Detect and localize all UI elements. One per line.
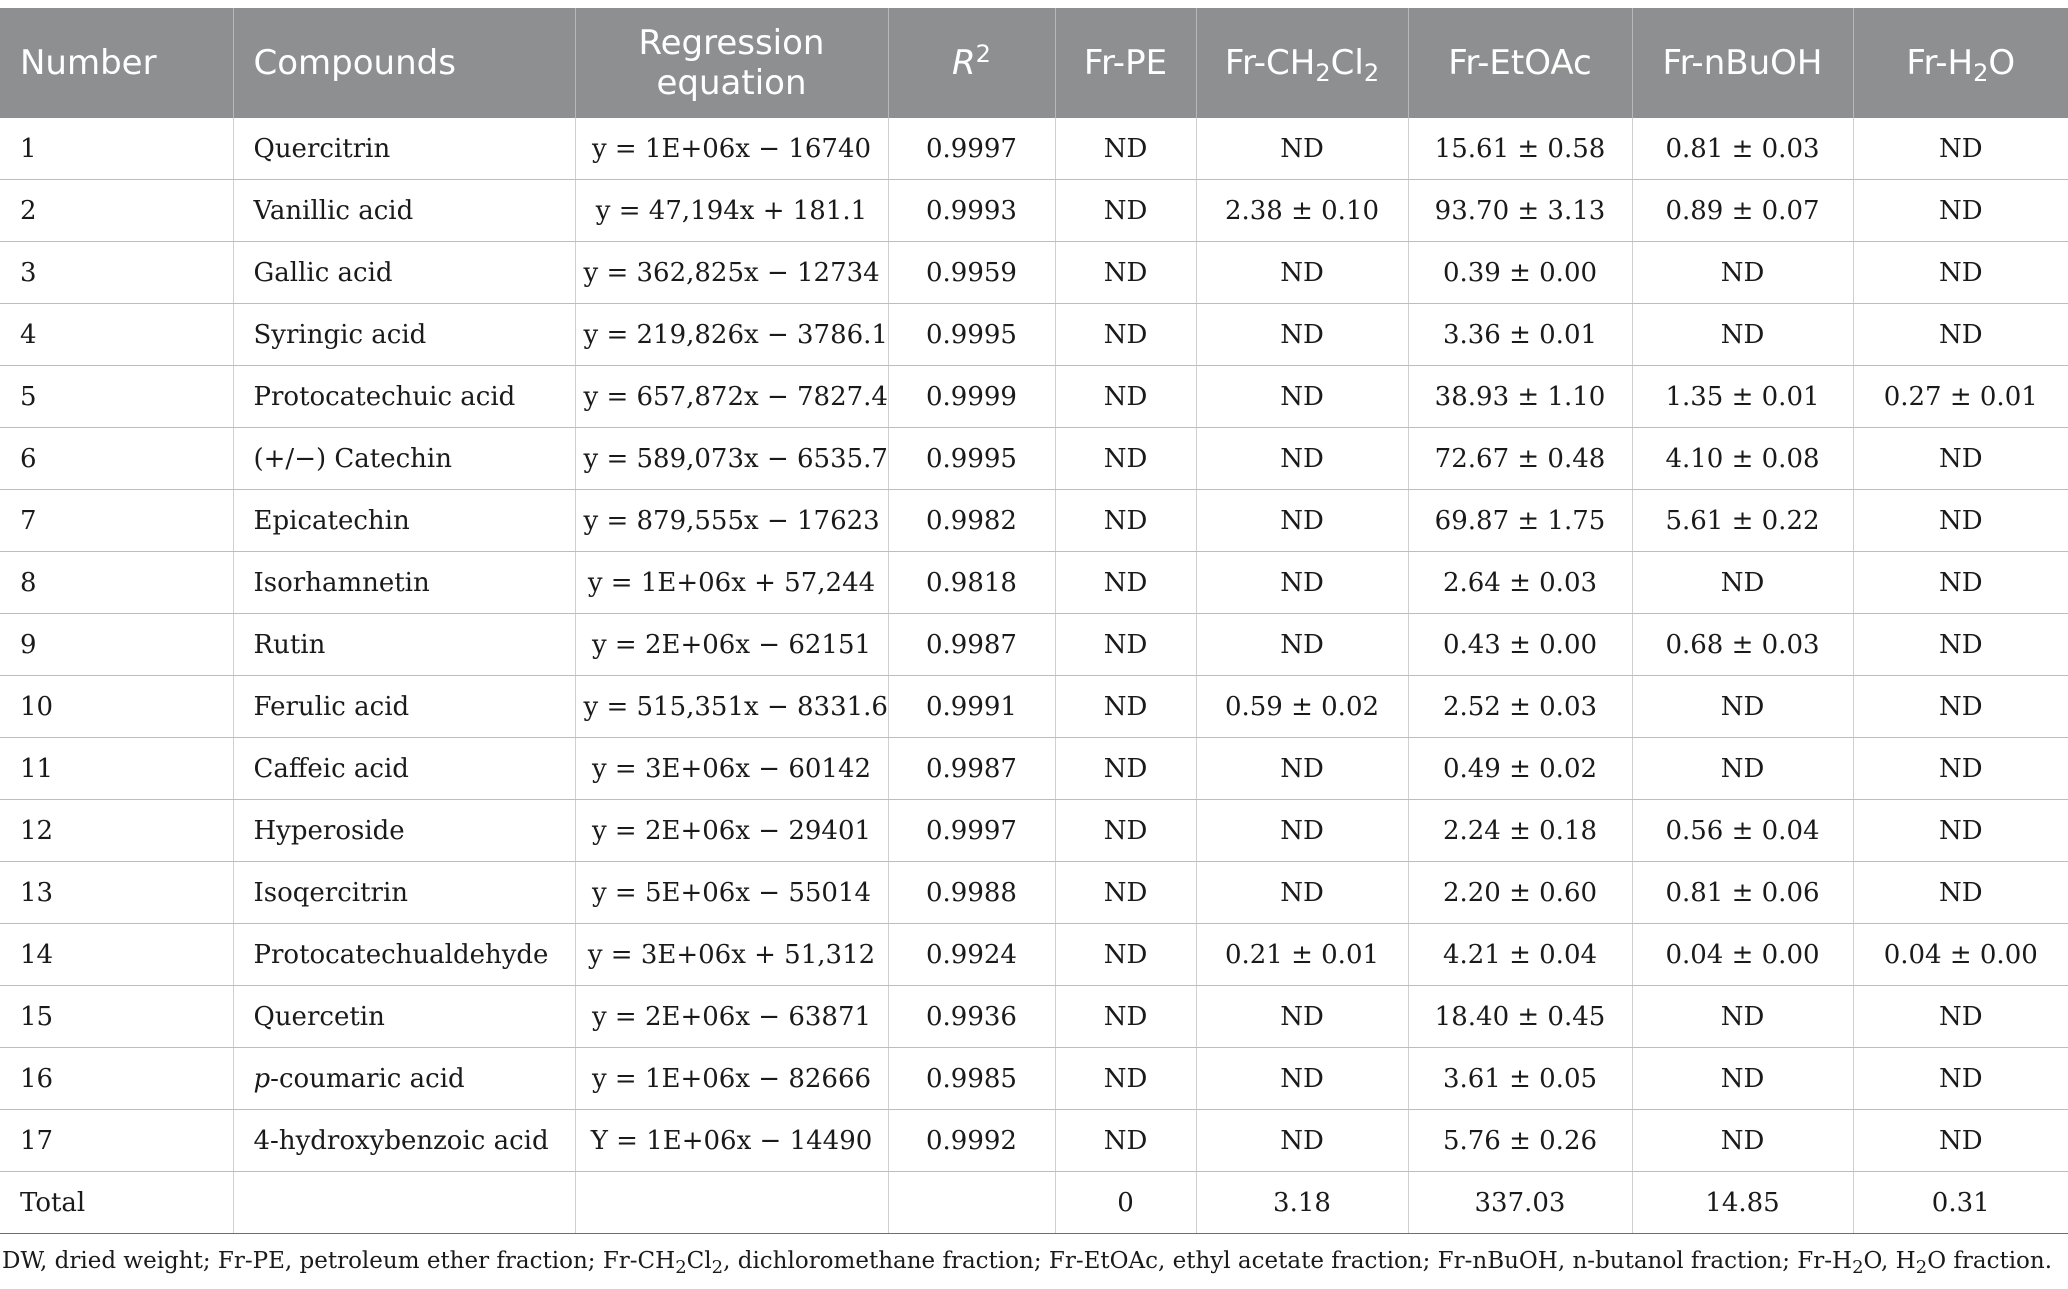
cell-r-squared: 0.9997: [888, 800, 1055, 862]
cell-fr-h2o: 0.04 ± 0.00: [1853, 924, 2068, 986]
cell-fr-nbuoh: 0.68 ± 0.03: [1632, 614, 1853, 676]
cell-r-squared: 0.9993: [888, 180, 1055, 242]
cell-fr-h2o: ND: [1853, 242, 2068, 304]
table-row: [0, 614, 2068, 676]
cell-fr-h2o: ND: [1853, 800, 2068, 862]
cell-compound: Quercetin: [233, 986, 575, 1048]
table-total-row: [0, 1172, 2068, 1234]
cell-number: 8: [0, 552, 233, 614]
cell-number: 15: [0, 986, 233, 1048]
cell-r-squared: 0.9995: [888, 428, 1055, 490]
table-footnote: DW, dried weight; Fr-PE, petroleum ether fraction; $Fr-CH_2Cl_2$, dichloromethane fraction; Fr-EtOAc, ethyl acetate fraction; Fr-nBuOH, n-butanol fraction; $Fr-H_2O$, $H_2O$ fraction.: [2, 1248, 2053, 1278]
table-row: [0, 1110, 2068, 1172]
cell-fr-etoac: 3.36 ± 0.01: [1408, 304, 1632, 366]
header-regression-equation: Regression equation: [575, 8, 888, 118]
table-row: [0, 800, 2068, 862]
cell-fr-nbuoh: 0.81 ± 0.03: [1632, 118, 1853, 180]
cell-fr-nbuoh: ND: [1632, 1048, 1853, 1110]
header-compounds: Compounds: [233, 8, 575, 118]
cell-fr-pe: ND: [1055, 676, 1196, 738]
cell-fr-pe: ND: [1055, 800, 1196, 862]
cell-r-squared: 0.9959: [888, 242, 1055, 304]
cell-fr-ch2cl2: ND: [1196, 304, 1408, 366]
cell-regression-equation: [575, 1172, 888, 1234]
header-fr-h2o: $Fr-H_2O$: [1853, 8, 2068, 118]
cell-r-squared: [888, 1172, 1055, 1234]
cell-r-squared: 0.9987: [888, 738, 1055, 800]
cell-regression-equation: y = 219,826x − 3786.1: [575, 304, 888, 366]
cell-fr-h2o: 0.31: [1853, 1172, 2068, 1234]
cell-fr-etoac: 3.61 ± 0.05: [1408, 1048, 1632, 1110]
cell-fr-etoac: 0.39 ± 0.00: [1408, 242, 1632, 304]
cell-compound: [233, 1172, 575, 1234]
header-r-squared: $R^2$: [888, 8, 1055, 118]
cell-regression-equation: y = 1E+06x − 82666: [575, 1048, 888, 1110]
cell-fr-h2o: ND: [1853, 552, 2068, 614]
cell-fr-nbuoh: ND: [1632, 738, 1853, 800]
cell-fr-nbuoh: ND: [1632, 304, 1853, 366]
cell-compound: Gallic acid: [233, 242, 575, 304]
cell-fr-h2o: 0.27 ± 0.01: [1853, 366, 2068, 428]
cell-fr-etoac: 15.61 ± 0.58: [1408, 118, 1632, 180]
cell-fr-pe: ND: [1055, 428, 1196, 490]
cell-fr-h2o: ND: [1853, 118, 2068, 180]
cell-fr-pe: ND: [1055, 738, 1196, 800]
cell-number: Total: [0, 1172, 233, 1234]
cell-r-squared: 0.9999: [888, 366, 1055, 428]
cell-number: 14: [0, 924, 233, 986]
cell-fr-pe: ND: [1055, 242, 1196, 304]
cell-fr-nbuoh: 0.04 ± 0.00: [1632, 924, 1853, 986]
cell-number: 16: [0, 1048, 233, 1110]
cell-fr-etoac: 2.20 ± 0.60: [1408, 862, 1632, 924]
cell-fr-nbuoh: ND: [1632, 552, 1853, 614]
cell-fr-etoac: 69.87 ± 1.75: [1408, 490, 1632, 552]
cell-fr-ch2cl2: ND: [1196, 118, 1408, 180]
cell-fr-pe: ND: [1055, 118, 1196, 180]
cell-regression-equation: y = 515,351x − 8331.6: [575, 676, 888, 738]
cell-fr-nbuoh: ND: [1632, 1110, 1853, 1172]
table-row: [0, 118, 2068, 180]
cell-fr-ch2cl2: 3.18: [1196, 1172, 1408, 1234]
cell-number: 2: [0, 180, 233, 242]
table-row: [0, 428, 2068, 490]
cell-fr-etoac: 0.49 ± 0.02: [1408, 738, 1632, 800]
cell-compound: Caffeic acid: [233, 738, 575, 800]
cell-compound: (+/−) Catechin: [233, 428, 575, 490]
cell-fr-h2o: ND: [1853, 738, 2068, 800]
header-fr-nbuoh: Fr-nBuOH: [1632, 8, 1853, 118]
cell-number: 12: [0, 800, 233, 862]
cell-compound: Hyperoside: [233, 800, 575, 862]
cell-r-squared: 0.9992: [888, 1110, 1055, 1172]
cell-fr-nbuoh: ND: [1632, 242, 1853, 304]
header-fr-pe: Fr-PE: [1055, 8, 1196, 118]
table-row: [0, 1048, 2068, 1110]
table-row: [0, 304, 2068, 366]
cell-fr-h2o: ND: [1853, 676, 2068, 738]
cell-fr-ch2cl2: ND: [1196, 490, 1408, 552]
cell-fr-pe: 0: [1055, 1172, 1196, 1234]
cell-compound: Vanillic acid: [233, 180, 575, 242]
cell-fr-ch2cl2: ND: [1196, 738, 1408, 800]
cell-number: 3: [0, 242, 233, 304]
cell-number: 11: [0, 738, 233, 800]
cell-fr-etoac: 337.03: [1408, 1172, 1632, 1234]
cell-regression-equation: Y = 1E+06x − 14490: [575, 1110, 888, 1172]
cell-fr-pe: ND: [1055, 1048, 1196, 1110]
table-row: [0, 366, 2068, 428]
cell-compound: 4-hydroxybenzoic acid: [233, 1110, 575, 1172]
cell-compound: Isorhamnetin: [233, 552, 575, 614]
header-number: Number: [0, 8, 233, 118]
cell-number: 4: [0, 304, 233, 366]
cell-r-squared: 0.9936: [888, 986, 1055, 1048]
cell-compound: Quercitrin: [233, 118, 575, 180]
cell-r-squared: 0.9924: [888, 924, 1055, 986]
table-row: [0, 242, 2068, 304]
cell-fr-ch2cl2: ND: [1196, 552, 1408, 614]
cell-regression-equation: y = 2E+06x − 63871: [575, 986, 888, 1048]
cell-fr-etoac: 93.70 ± 3.13: [1408, 180, 1632, 242]
cell-fr-ch2cl2: ND: [1196, 986, 1408, 1048]
cell-fr-etoac: 4.21 ± 0.04: [1408, 924, 1632, 986]
table-header: [0, 8, 2068, 118]
cell-fr-etoac: 2.52 ± 0.03: [1408, 676, 1632, 738]
cell-compound: Epicatechin: [233, 490, 575, 552]
cell-fr-pe: ND: [1055, 862, 1196, 924]
header-fr-etoac: Fr-EtOAc: [1408, 8, 1632, 118]
cell-r-squared: 0.9985: [888, 1048, 1055, 1110]
cell-regression-equation: y = 5E+06x − 55014: [575, 862, 888, 924]
cell-fr-ch2cl2: ND: [1196, 1110, 1408, 1172]
cell-fr-nbuoh: 5.61 ± 0.22: [1632, 490, 1853, 552]
cell-fr-pe: ND: [1055, 304, 1196, 366]
cell-fr-h2o: ND: [1853, 428, 2068, 490]
cell-fr-etoac: 38.93 ± 1.10: [1408, 366, 1632, 428]
cell-regression-equation: y = 1E+06x + 57,244: [575, 552, 888, 614]
cell-compound: Isoqercitrin: [233, 862, 575, 924]
cell-compound: Rutin: [233, 614, 575, 676]
table-row: [0, 180, 2068, 242]
cell-fr-ch2cl2: ND: [1196, 242, 1408, 304]
cell-number: 17: [0, 1110, 233, 1172]
cell-fr-etoac: 2.24 ± 0.18: [1408, 800, 1632, 862]
cell-fr-ch2cl2: 2.38 ± 0.10: [1196, 180, 1408, 242]
cell-fr-pe: ND: [1055, 924, 1196, 986]
cell-r-squared: 0.9991: [888, 676, 1055, 738]
cell-fr-nbuoh: 14.85: [1632, 1172, 1853, 1234]
cell-regression-equation: y = 362,825x − 12734: [575, 242, 888, 304]
cell-number: 9: [0, 614, 233, 676]
cell-fr-h2o: ND: [1853, 1048, 2068, 1110]
header-fr-ch2cl2: $Fr-CH_2Cl_2$: [1196, 8, 1408, 118]
header-row: [0, 8, 2068, 118]
cell-compound: Protocatechuic acid: [233, 366, 575, 428]
cell-fr-nbuoh: 0.81 ± 0.06: [1632, 862, 1853, 924]
cell-r-squared: 0.9995: [888, 304, 1055, 366]
cell-fr-etoac: 18.40 ± 0.45: [1408, 986, 1632, 1048]
cell-regression-equation: y = 589,073x − 6535.7: [575, 428, 888, 490]
cell-fr-ch2cl2: ND: [1196, 1048, 1408, 1110]
cell-regression-equation: y = 879,555x − 17623: [575, 490, 888, 552]
cell-fr-nbuoh: 4.10 ± 0.08: [1632, 428, 1853, 490]
table-row: [0, 552, 2068, 614]
cell-r-squared: 0.9997: [888, 118, 1055, 180]
cell-fr-ch2cl2: 0.59 ± 0.02: [1196, 676, 1408, 738]
cell-regression-equation: y = 1E+06x − 16740: [575, 118, 888, 180]
cell-fr-ch2cl2: ND: [1196, 366, 1408, 428]
cell-fr-pe: ND: [1055, 986, 1196, 1048]
cell-r-squared: 0.9987: [888, 614, 1055, 676]
cell-r-squared: 0.9818: [888, 552, 1055, 614]
cell-fr-h2o: ND: [1853, 614, 2068, 676]
table-row: [0, 924, 2068, 986]
table-row: [0, 490, 2068, 552]
cell-fr-pe: ND: [1055, 614, 1196, 676]
cell-fr-h2o: ND: [1853, 1110, 2068, 1172]
cell-fr-h2o: ND: [1853, 180, 2068, 242]
cell-fr-ch2cl2: ND: [1196, 614, 1408, 676]
table-row: [0, 738, 2068, 800]
cell-regression-equation: y = 3E+06x + 51,312: [575, 924, 888, 986]
cell-fr-nbuoh: ND: [1632, 676, 1853, 738]
cell-fr-h2o: ND: [1853, 490, 2068, 552]
compounds-table: [0, 8, 2068, 1234]
cell-fr-etoac: 5.76 ± 0.26: [1408, 1110, 1632, 1172]
compound-name: -coumaric acid: [270, 1063, 465, 1094]
table-container: [0, 8, 2068, 1278]
cell-fr-etoac: 72.67 ± 0.48: [1408, 428, 1632, 490]
cell-fr-nbuoh: 1.35 ± 0.01: [1632, 366, 1853, 428]
cell-regression-equation: y = 657,872x − 7827.4: [575, 366, 888, 428]
compound-prefix: p: [253, 1063, 271, 1094]
cell-regression-equation: y = 47,194x + 181.1: [575, 180, 888, 242]
cell-compound: Ferulic acid: [233, 676, 575, 738]
cell-regression-equation: y = 3E+06x − 60142: [575, 738, 888, 800]
cell-fr-pe: ND: [1055, 490, 1196, 552]
cell-fr-ch2cl2: ND: [1196, 800, 1408, 862]
cell-number: 1: [0, 118, 233, 180]
cell-fr-pe: ND: [1055, 552, 1196, 614]
cell-fr-pe: ND: [1055, 1110, 1196, 1172]
cell-r-squared: 0.9982: [888, 490, 1055, 552]
cell-number: 6: [0, 428, 233, 490]
cell-fr-ch2cl2: ND: [1196, 428, 1408, 490]
cell-number: 13: [0, 862, 233, 924]
cell-fr-nbuoh: 0.56 ± 0.04: [1632, 800, 1853, 862]
cell-fr-ch2cl2: 0.21 ± 0.01: [1196, 924, 1408, 986]
cell-regression-equation: y = 2E+06x − 62151: [575, 614, 888, 676]
cell-fr-pe: ND: [1055, 366, 1196, 428]
cell-regression-equation: y = 2E+06x − 29401: [575, 800, 888, 862]
cell-fr-pe: ND: [1055, 180, 1196, 242]
cell-fr-nbuoh: ND: [1632, 986, 1853, 1048]
cell-number: 7: [0, 490, 233, 552]
cell-fr-h2o: ND: [1853, 986, 2068, 1048]
cell-compound: Protocatechualdehyde: [233, 924, 575, 986]
cell-number: 10: [0, 676, 233, 738]
cell-compound: Syringic acid: [233, 304, 575, 366]
cell-fr-ch2cl2: ND: [1196, 862, 1408, 924]
cell-compound: [233, 1048, 575, 1110]
cell-r-squared: 0.9988: [888, 862, 1055, 924]
cell-fr-nbuoh: 0.89 ± 0.07: [1632, 180, 1853, 242]
cell-fr-etoac: 0.43 ± 0.00: [1408, 614, 1632, 676]
cell-fr-h2o: ND: [1853, 862, 2068, 924]
table-row: [0, 986, 2068, 1048]
table-row: [0, 862, 2068, 924]
cell-number: 5: [0, 366, 233, 428]
cell-fr-etoac: 2.64 ± 0.03: [1408, 552, 1632, 614]
table-row: [0, 676, 2068, 738]
cell-fr-h2o: ND: [1853, 304, 2068, 366]
table-body: [0, 118, 2068, 1234]
